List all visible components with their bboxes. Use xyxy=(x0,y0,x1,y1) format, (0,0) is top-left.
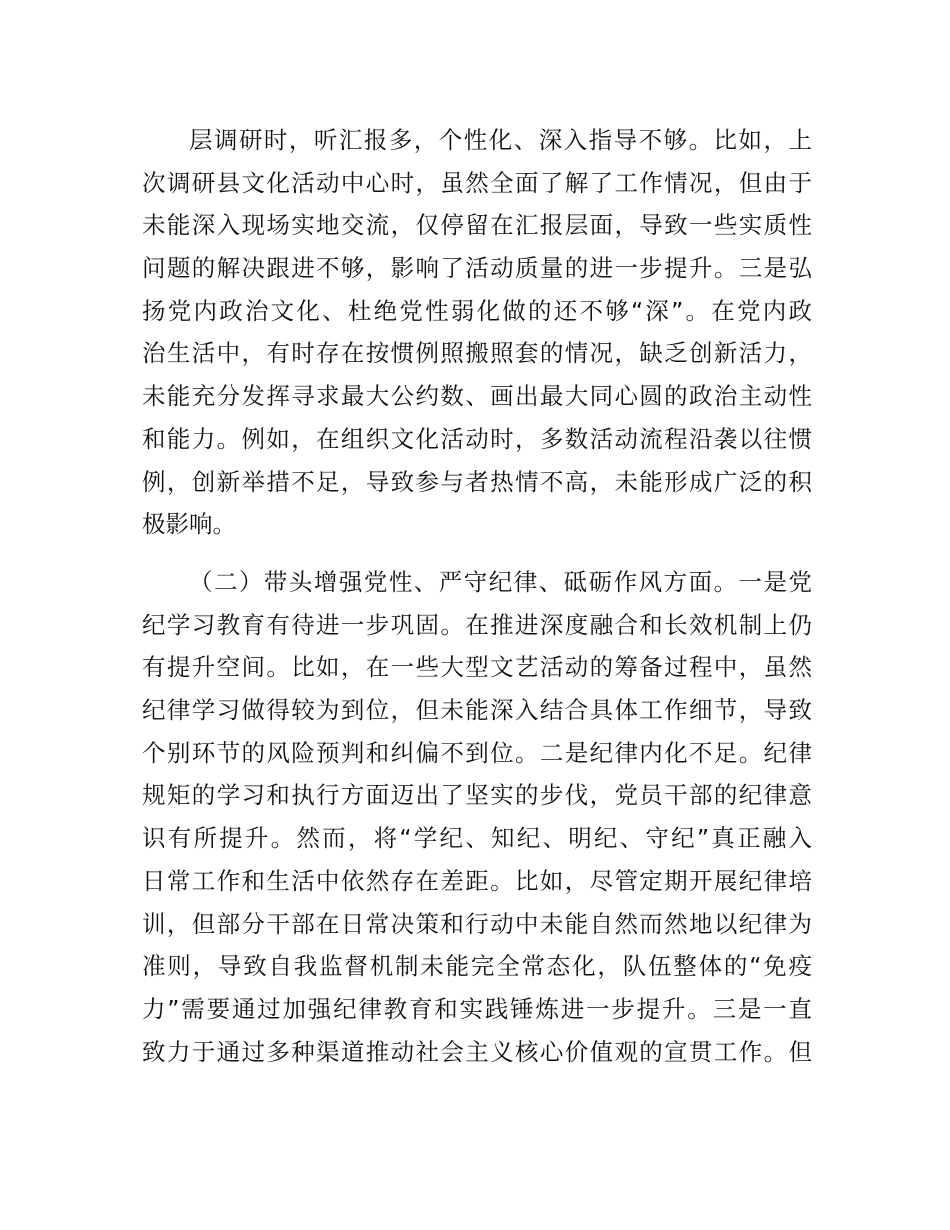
text-line: 识有所提升。然而，将“学纪、知纪、明纪、守纪”真正融入 xyxy=(142,824,812,853)
text-line: 未能充分发挥寻求最大公约数、画出最大同心圆的政治主动性 xyxy=(142,382,812,411)
text-line: 问题的解决跟进不够，影响了活动质量的进一步提升。三是弘 xyxy=(142,254,812,283)
paragraph-research-culture xyxy=(142,119,812,546)
text-line: 治生活中，有时存在按惯例照搬照套的情况，缺乏创新活力， xyxy=(142,339,812,368)
paragraph-party-discipline xyxy=(142,561,812,1073)
text-line: 有提升空间。比如，在一些大型文艺活动的筹备过程中，虽然 xyxy=(142,653,812,682)
text-line: 纪学习教育有待进一步巩固。在推进深度融合和长效机制上仍 xyxy=(142,610,812,639)
text-line: 层调研时，听汇报多，个性化、深入指导不够。比如，上 xyxy=(189,126,812,154)
text-line: 个别环节的风险预判和纠偏不到位。二是纪律内化不足。纪律 xyxy=(142,738,812,767)
text-line: 纪律学习做得较为到位，但未能深入结合具体工作细节，导致 xyxy=(142,696,812,725)
text-line: 未能深入现场实地交流，仅停留在汇报层面，导致一些实质性 xyxy=(142,211,812,240)
text-line: 次调研县文化活动中心时，虽然全面了解了工作情况，但由于 xyxy=(142,168,812,197)
text-line: 准则，导致自我监督机制未能完全常态化，队伍整体的“免疫 xyxy=(142,952,812,981)
text-line: （二）带头增强党性、严守纪律、砥砺作风方面。一是党 xyxy=(189,568,812,596)
text-line: 训，但部分干部在日常决策和行动中未能自然而然地以纪律为 xyxy=(142,909,812,938)
text-line: 力”需要通过加强纪律教育和实践锤炼进一步提升。三是一直 xyxy=(142,994,812,1023)
text-line: 日常工作和生活中依然存在差距。比如，尽管定期开展纪律培 xyxy=(142,866,812,895)
text-line: 规矩的学习和执行方面迈出了坚实的步伐，党员干部的纪律意 xyxy=(142,781,812,810)
text-line: 扬党内政治文化、杜绝党性弱化做的还不够“深”。在党内政 xyxy=(142,296,812,325)
text-line: 例，创新举措不足，导致参与者热情不高，未能形成广泛的积 xyxy=(142,467,812,496)
text-line: 致力于通过多种渠道推动社会主义核心价值观的宣贯工作。但 xyxy=(142,1037,812,1066)
text-line: 极影响。 xyxy=(142,510,236,539)
text-line: 和能力。例如，在组织文化活动时，多数活动流程沿袭以往惯 xyxy=(142,424,812,453)
